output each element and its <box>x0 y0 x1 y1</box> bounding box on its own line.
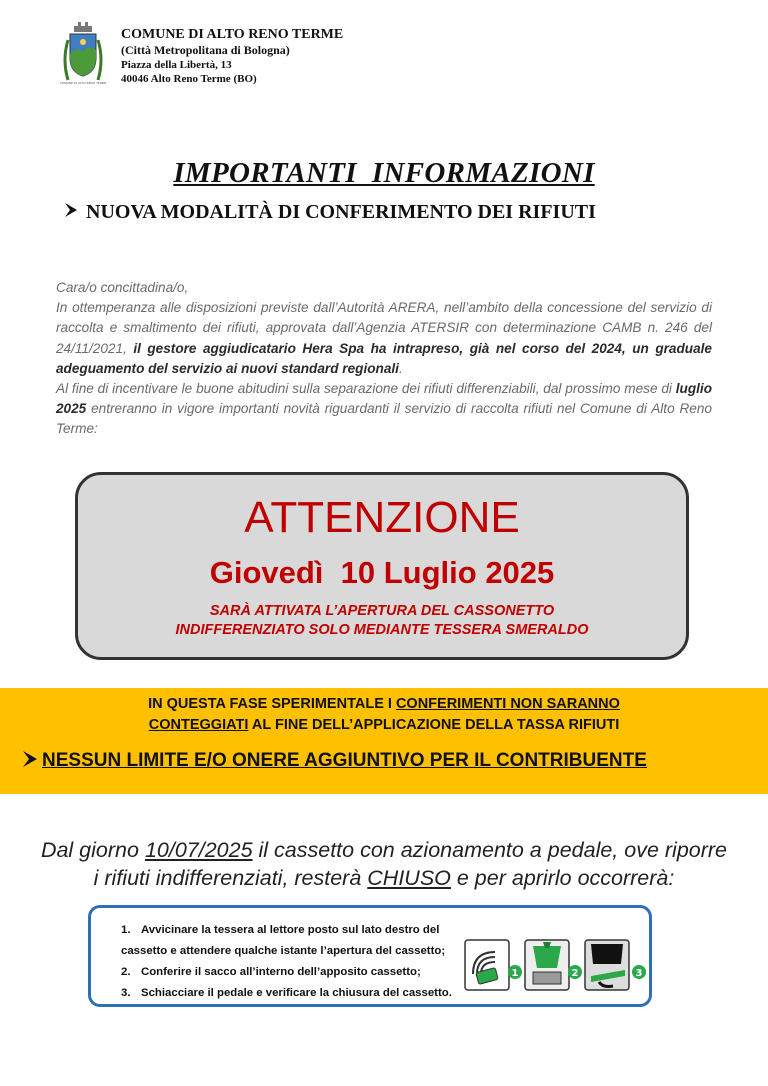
step-text: Schiacciare il pedale e verificare la chiusura del cassetto. <box>141 987 452 999</box>
step-item <box>121 941 461 962</box>
day-a: Dal giorno <box>40 838 145 862</box>
intro-p1-a: In ottemperanza alle disposizioni previste dall’Autorità ARERA, nell’ambito della concessione del servizio di raccolta e smaltimento dei rifiuti, approvata dall’Agenzia ATERSIR con determinazione CAMB n. 246 del 24/11/2021, <box>56 300 712 356</box>
bag-drawer-icon <box>525 940 569 990</box>
attention-date: Giovedì 10 Luglio 2025 <box>209 555 555 590</box>
header-citta-metro: (Città Metropolitana di Bologna) <box>121 43 290 57</box>
municipal-crest-icon <box>60 20 106 88</box>
steps-list <box>121 920 461 1004</box>
step-text: Conferire il sacco all’interno dell’apposito cassetto; <box>141 966 421 978</box>
crest-caption: COMUNE DI ALTO RENO TERME <box>60 81 106 85</box>
day-closed: CHIUSO <box>367 866 451 890</box>
step-item <box>121 962 461 983</box>
closing-line-2 <box>0 864 768 892</box>
band-t2: CONFERIMENTI NON SARANNO <box>395 696 620 712</box>
intro-p2-a: Al fine di incentivare le buone abitudini sulla separazione dei rifiuti differenziabili, dal prossimo mese di <box>56 381 676 397</box>
band-notice-text: NESSUN LIMITE E/O ONERE AGGIUNTIVO PER IL CONTRIBUENTE <box>42 750 647 771</box>
attention-line-2: INDIFFERENZIATO SOLO MEDIANTE TESSERA SMERALDO <box>175 622 589 638</box>
card-reader-icon <box>465 940 509 990</box>
header-block <box>121 27 343 86</box>
band-line-2 <box>0 715 768 736</box>
arrow-bullet-icon <box>64 201 86 224</box>
step-badge-1-number: 1 <box>511 968 519 979</box>
band-t4: AL FINE DELL’APPLICAZIONE DELLA TASSA RIFIUTI <box>248 717 620 733</box>
day-date: 10/07/2025 <box>144 838 253 862</box>
band-t1: IN QUESTA FASE SPERIMENTALE I <box>148 696 396 712</box>
intro-text <box>56 278 712 440</box>
attention-box <box>75 472 689 660</box>
step-item <box>121 920 461 941</box>
step-badge-2-number: 2 <box>571 968 579 979</box>
subtitle-text: NUOVA MODALITÀ DI CONFERIMENTO DEI RIFIUTI <box>86 201 596 223</box>
intro-paragraph-2 <box>56 379 712 440</box>
attention-line-1: SARÀ ATTIVATA L’APERTURA DEL CASSONETTO <box>209 603 555 619</box>
band-line-1 <box>0 694 768 715</box>
band-notice <box>22 750 647 772</box>
pictogram-strip <box>463 936 649 994</box>
page-subtitle <box>64 201 596 224</box>
intro-paragraph-1 <box>56 298 712 379</box>
band-text <box>0 694 768 736</box>
arrow-bullet-icon <box>22 750 38 768</box>
closing-notice <box>0 836 768 892</box>
page-title: IMPORTANTI INFORMAZIONI <box>173 157 595 189</box>
step-badge-3-number: 3 <box>635 968 643 979</box>
day-d: e per aprirlo occorrerà: <box>450 866 675 890</box>
step-number: 2. <box>121 966 131 978</box>
intro-p2-bold: luglio 2025 <box>56 381 712 417</box>
band-t3: CONTEGGIATI <box>148 717 249 733</box>
closing-line-1 <box>0 836 768 864</box>
step-number: 1. <box>121 924 131 936</box>
header-cap-city: 40046 Alto Reno Terme (BO) <box>121 73 257 85</box>
intro-p1-bold: il gestore aggiudicatario Hera Spa ha intrapreso, già nel corso del 2024, un graduale adeguamento del servizio ai nuovi standard regionali <box>56 340 712 376</box>
day-c: i rifiuti indifferenziati, resterà <box>93 866 368 890</box>
attention-subtext <box>78 602 686 640</box>
step-text: Avvicinare la tessera al lettore posto sul lato destro del <box>141 924 440 936</box>
header-comune: COMUNE DI ALTO RENO TERME <box>121 27 344 42</box>
intro-p2-c: entreranno in vigore importanti novità riguardanti il servizio di raccolta rifiuti nel Comune di Alto Reno Terme: <box>56 401 712 437</box>
intro-greeting: Cara/o concittadina/o, <box>56 280 189 295</box>
pedal-icon <box>585 940 629 990</box>
instructions-box <box>88 905 652 1007</box>
step-number: 3. <box>121 987 131 999</box>
day-b: il cassetto con azionamento a pedale, ove riporre <box>252 838 728 862</box>
intro-p1-c: . <box>398 360 403 376</box>
header-address: Piazza della Libertà, 13 <box>121 59 232 71</box>
attention-heading: ATTENZIONE <box>244 493 520 542</box>
step-item <box>121 983 461 1004</box>
step-text: cassetto e attendere qualche istante l’apertura del cassetto; <box>121 945 446 957</box>
notice-band <box>0 688 768 794</box>
